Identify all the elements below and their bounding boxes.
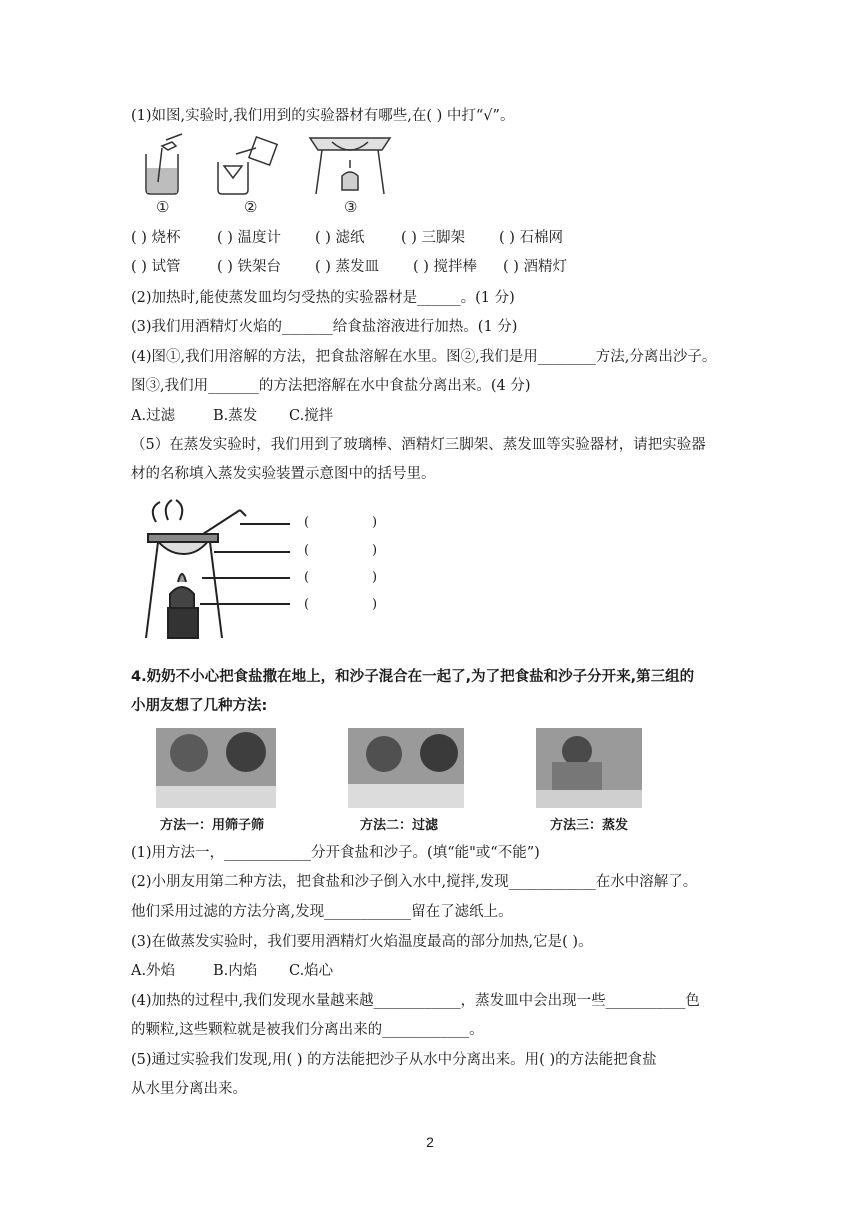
option-test-tube[interactable]: ( ) 试管 (131, 259, 181, 275)
question-3: (3)我们用酒精灯火焰的_______给食盐溶液进行加热。(1 分) (131, 319, 518, 335)
method-3-caption: 方法三：蒸发 (550, 818, 629, 833)
section-4-title-line-1: 4.奶奶不小心把食盐撒在地上，和沙子混合在一起了,为了把食盐和沙子分开来,第三组的 (131, 669, 695, 685)
section-4-title-line-2: 小朋友想了几种方法: (131, 698, 268, 714)
bracket-4-open[interactable]: ( (304, 597, 310, 612)
flame-option-b[interactable]: B.内焰 (213, 963, 258, 979)
page-number: 2 (426, 1134, 434, 1150)
filtering-figure (218, 137, 277, 194)
method-1-caption: 方法一：用筛子筛 (160, 818, 265, 833)
question-4-line-1: (4)图①,我们用溶解的方法，把食盐溶解在水里。图②,我们是用________方法,分离出沙子。 (131, 349, 717, 365)
evaporation-apparatus-diagram (140, 498, 300, 646)
apparatus-options-row-1 (131, 229, 563, 247)
method-2-caption: 方法二：过滤 (360, 818, 439, 833)
bracket-2-open[interactable]: ( (304, 543, 310, 558)
section-4-question-3-options (131, 962, 333, 980)
question-4-options (131, 407, 333, 425)
section-4-question-4-line-1: (4)加热的过程中,我们发现水量越来越____________，蒸发皿中会出现一些___________色 (131, 993, 700, 1009)
method-3-photo (536, 728, 642, 808)
section-4-question-2-line-1: (2)小朋友用第二种方法，把食盐和沙子倒入水中,搅拌,发现____________在水中溶解了。 (131, 874, 698, 890)
method-2-photo (348, 728, 464, 808)
evaporating-figure (310, 138, 390, 194)
option-c[interactable]: C.搅拌 (289, 408, 334, 424)
question-5-line-1: （5）在蒸发实验时，我们用到了玻璃棒、酒精灯三脚架、蒸发皿等实验器材，请把实验器 (131, 437, 706, 453)
dissolving-figure (146, 134, 182, 194)
option-asbestos-net[interactable]: ( ) 石棉网 (499, 230, 564, 246)
figure-label-1: ① (156, 198, 170, 216)
option-iron-stand[interactable]: ( ) 铁架台 (217, 259, 282, 275)
option-alcohol-lamp[interactable]: ( ) 酒精灯 (503, 259, 568, 275)
figure-label-3: ③ (344, 198, 358, 216)
bracket-1-close[interactable]: ) (372, 515, 378, 530)
option-stirring-rod[interactable]: ( ) 搅拌棒 (413, 259, 478, 275)
option-beaker[interactable]: ( ) 烧杯 (131, 230, 181, 246)
section-4-question-1: (1)用方法一，____________分开食盐和沙子。(填“能"或“不能”) (131, 845, 540, 861)
figure-label-2: ② (244, 198, 258, 216)
section-4-question-5-line-2: 从水里分离出来。 (131, 1081, 247, 1097)
option-tripod[interactable]: ( ) 三脚架 (401, 230, 466, 246)
option-b[interactable]: B.蒸发 (213, 408, 258, 424)
method-1-photo (156, 728, 276, 808)
bracket-2-close[interactable]: ) (372, 543, 378, 558)
option-filter-paper[interactable]: ( ) 滤纸 (315, 230, 365, 246)
question-1-intro: (1)如图,实验时,我们用到的实验器材有哪些,在( ) 中打“√”。 (131, 108, 515, 124)
apparatus-options-row-2 (131, 258, 567, 276)
section-4-question-3: (3)在做蒸发实验时，我们要用酒精灯火焰温度最高的部分加热,它是( )。 (131, 934, 593, 950)
option-a[interactable]: A.过滤 (131, 408, 176, 424)
bracket-3-open[interactable]: ( (304, 570, 310, 585)
question-4-line-2: 图③,我们用_______的方法把溶解在水中食盐分离出来。(4 分) (131, 378, 531, 394)
apparatus-figures (132, 132, 392, 218)
flame-option-c[interactable]: C.焰心 (289, 963, 334, 979)
section-4-question-4-line-2: 的颗粒,这些颗粒就是被我们分离出来的____________。 (131, 1022, 484, 1038)
question-2: (2)加热时,能使蒸发皿均匀受热的实验器材是______。(1 分) (131, 290, 515, 306)
bracket-3-close[interactable]: ) (372, 570, 378, 585)
option-evaporating-dish[interactable]: ( ) 蒸发皿 (315, 259, 380, 275)
section-4-question-2-line-2: 他们采用过滤的方法分离,发现____________留在了滤纸上。 (131, 904, 513, 920)
section-4-question-5-line-1: (5)通过实验我们发现,用( ) 的方法能把沙子从水中分离出来。用( )的方法能把食盐 (131, 1052, 657, 1068)
bracket-1-open[interactable]: ( (304, 515, 310, 530)
bracket-4-close[interactable]: ) (372, 597, 378, 612)
question-5-line-2: 材的名称填入蒸发实验装置示意图中的括号里。 (131, 466, 436, 482)
option-thermometer[interactable]: ( ) 温度计 (217, 230, 282, 246)
flame-option-a[interactable]: A.外焰 (131, 963, 176, 979)
